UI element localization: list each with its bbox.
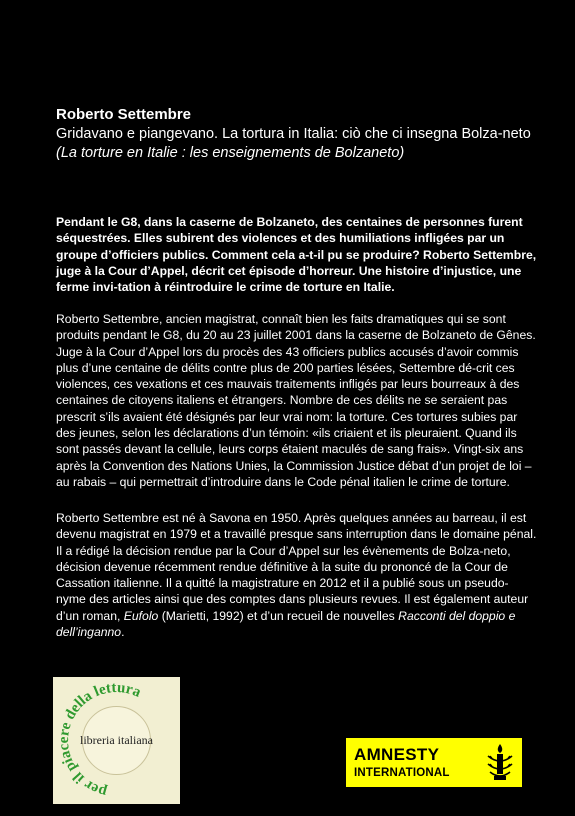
novel-title: Eufolo (123, 608, 159, 623)
amnesty-line2: INTERNATIONAL (354, 767, 450, 779)
amnesty-line1: AMNESTY (354, 745, 440, 764)
bio-text: Roberto Settembre est né à Savona en 1950. Après quelques années au barreau, il est devenu magistrat en 1979 et a travaillé presque sans interruption dans le domaine pénal. Il a rédigé la décision rendue par la Cour d’Appel sur les évènements de Bolza-neto, décision devenue récemment rendue définitive à la suite du prononcé de la Cour de Cassation italienne. Il a quitté la magistrature en 2012 et il a publié sous un pseudo-nyme des articles ainsi que des comptes dans plusieurs revues. Il est également auteur d’un roman, (56, 511, 537, 623)
lead-paragraph: Pendant le G8, dans la caserne de Bolzaneto, des centaines de personnes furent séquestrées. Elles subirent des violences et des humiliations infligées par un groupe d’officiers publics. Comment cela a-t-il pu se produire? Roberto Settembre, juge à la Cour d’Appel, décrit cet épisode d’horreur. Une histoire d’injustice, une ferme invi-tation à réintroduire le crime de torture en Italie. (56, 215, 537, 295)
book-title (56, 125, 538, 163)
title-french: (La torture en Italie : les enseignements de Bolzaneto) (56, 145, 405, 161)
libreria-logo-graphic (53, 677, 180, 804)
description-paragraph: Roberto Settembre, ancien magistrat, connaît bien les faits dramatiques qui se sont produits pendant le G8, du 20 au 23 juillet 2001 dans la caserne de Bolzaneto de Gênes. Juge à la Cour d’Appel lors du procès des 43 officiers publics accusés d’avoir commis plus d’une centaine de délits contre plus de 200 parties lésées, Settembre dé-crit ces violences, ces vexations et ces mauvais traitements infligés par leurs bourreaux à des centaines de citoyens italiens et étrangers. Nombre de ces délits ne se seraient pas prescrit s’ils avaient été désignés par leur vrai nom: la torture. Ces tortures subies par des jeunes, selon les déclarations d’un témoin: «ils criaient et ils pleuraient. Quand ils sont passés devant la cellule, leurs corps étaient maculés de sang frais». Vingt-six ans après la Convention des Nations Unies, la Commission Justice débat d’un projet de loi – au rabais – qui permettrait d’introduire dans le Code pénal italien le crime de torture. (56, 312, 536, 489)
libreria-center-text: libreria italiana (80, 733, 153, 747)
libreria-ring-text: per il piacere della lettura (56, 679, 144, 800)
title-italian: Gridavano e piangevano. La tortura in Italia: ciò che ci insegna Bolza-neto (56, 126, 531, 142)
amnesty-international-logo (346, 738, 522, 787)
author-bio-paragraph (56, 510, 538, 640)
libreria-italiana-logo (53, 677, 180, 804)
bio-text-mid: (Marietti, 1992) et d’un recueil de nouvelles (158, 608, 399, 623)
bio-text-end: . (121, 625, 125, 640)
collection-title: Racconti del doppio e dell’inganno (56, 608, 516, 640)
author-name: Roberto Settembre (56, 106, 192, 123)
candle-in-barbed-wire-icon (484, 742, 516, 783)
